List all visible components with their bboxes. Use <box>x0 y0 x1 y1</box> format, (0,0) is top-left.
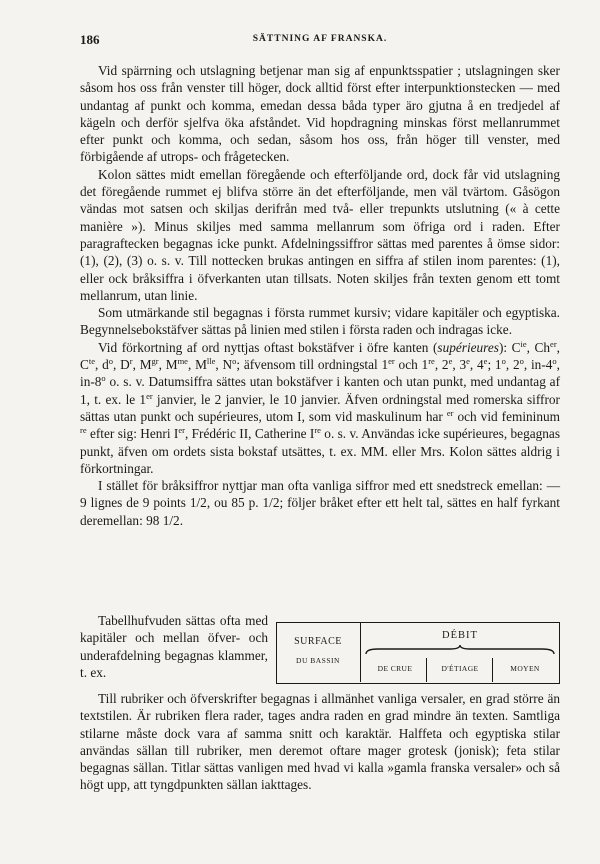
figure-col-etiage: D'ÉTIAGE <box>441 664 479 673</box>
running-title: SÄTTNING AF FRANSKA. <box>252 34 388 44</box>
paragraph-colon: Kolon sättes midt emellan föregående och efterföljande ord, dock får vid utslagning det föregående rummet ej blifva större än det efterföljande, men väl tvärtom. Gåsögon vändas mot satsen och skiljas derifrån med två- eller trepunkts utslutning (« à cette manière »). Minus skiljes med samma mellanrum som öfriga ord i raden. Efter paragraftecken begagnas icke punkt. Afdelningssiffror sättas med parentes å ömse sidor: (1), (2), (3) o. s. v. Till nottecken brukas antingen en siffra af stilen inom parentes: (1), eller ock bråksiffra i öfverkanten utan tillsats. Noten skiljes från texten genom ett tomt mellanrum, utan linie. <box>80 166 560 303</box>
paragraph-rubrics: Till rubriker och öfverskrifter begagnas i allmänhet vanliga versaler, en grad större än textstilen. Är rubriken flera rader, tages andra raden en grad mindre än texten. Samtliga stilarne måste dock vara af samma snitt och karaktär. Halffeta och egyptiska stilar användas sällan till rubriker, men deremot oftare mager grotesk (jonisk); feta stilar begagnas sällan. Titlar sättas vanligen med hvad vi kalla »gamla franska versaler» och så högt upp, att tyngdpunkten sällan iakttages. <box>80 691 560 793</box>
paragraph-spacing: Vid spärrning och utslagning betjenar man sig af enpunktsspatier ; utslagningen sker såsom hos oss från venster till höger, dock alltid först efter interpunktionstecken — med undantag af punkt och komma, emedan dessa båda typer äro gjutna å en tredjedel af kägeln och derför sjelfva öka afståndet. Vid hopdragning minskas först mellanrummet efter punkt och komma, och sedan, såsom hos oss, från höger till venster, med förbigående af utrops- och frågetecken. <box>80 63 560 165</box>
table-header-example <box>80 612 560 690</box>
body-text-top <box>80 62 560 529</box>
figure-debit-label: DÉBIT <box>442 630 478 641</box>
figure-surface-label: SURFACE <box>294 636 342 647</box>
paragraph-abbreviations: Vid förkortning af ord nyttjas oftast bokstäfver i öfre kanten (supérieures): $C^{ie}$, $Ch^{er}$, $C^{te}$, $d^o$, $D^r$, $M^{gr}$, $M^{me}$, $M^{lle}$, $N^o$; äfvensom till ordningstal 1er och 1re, 2e, 3e, 4e; 1$^o$, 2$^o$, in-4$^o$, in-8$^o$ o. s. v. Datumsiffra sättes utan bokstäfver i kanten och utan punkt, med undantag af 1, t. ex. le 1er janvier, le 2 janvier, le 10 janvier. Äfven ordningstal med romerska siffror sättas utan punkt och supérieures, utom I, som vid maskulinum har $^{er}$ och vid femininum $^{re}$ efter sig: Henri Ier, Frédéric II, Catherine Ire o. s. v. Användas icke supérieures, begagnas punkt, äfven om ordets sista bokstaf utsättes, t. ex. MM. eller Mrs. Kolon sättes aldrig i förkortningar. <box>80 338 561 476</box>
figure-col-moyen: MOYEN <box>510 664 540 673</box>
figure-divider <box>426 658 427 682</box>
paragraph-table-headers: Tabellhufvuden sättas ofta med kapitäler och mellan öfver- och underafdelning begagnas klammer, t. ex. <box>80 613 268 680</box>
figure-divider <box>492 658 493 682</box>
body-text-bottom <box>80 690 560 794</box>
figure-divider <box>360 622 361 682</box>
page-number: 186 <box>80 32 100 47</box>
table-header-figure <box>276 622 560 684</box>
figure-bassin-label: DU BASSIN <box>296 656 340 665</box>
brace-icon <box>364 644 556 656</box>
paragraph-fractions: I stället för bråksiffror nyttjar man ofta vanliga siffror med ett snedstreck emellan: — 9 lignes de 9 points 1/2, ou 85 p. 1/2; följer bråket efter ett helt tal, sättes en half fyrkant deremellan: 98 1/2. <box>80 478 560 528</box>
paragraph-style: Som utmärkande stil begagnas i första rummet kursiv; vidare kapitäler och egyptiska. Begynnelsebokstäfver sättas på linien med stilen i första raden och indragas icke. <box>80 305 560 338</box>
figure-col-de-crue: DE CRUE <box>377 664 413 673</box>
page-header <box>80 32 560 50</box>
